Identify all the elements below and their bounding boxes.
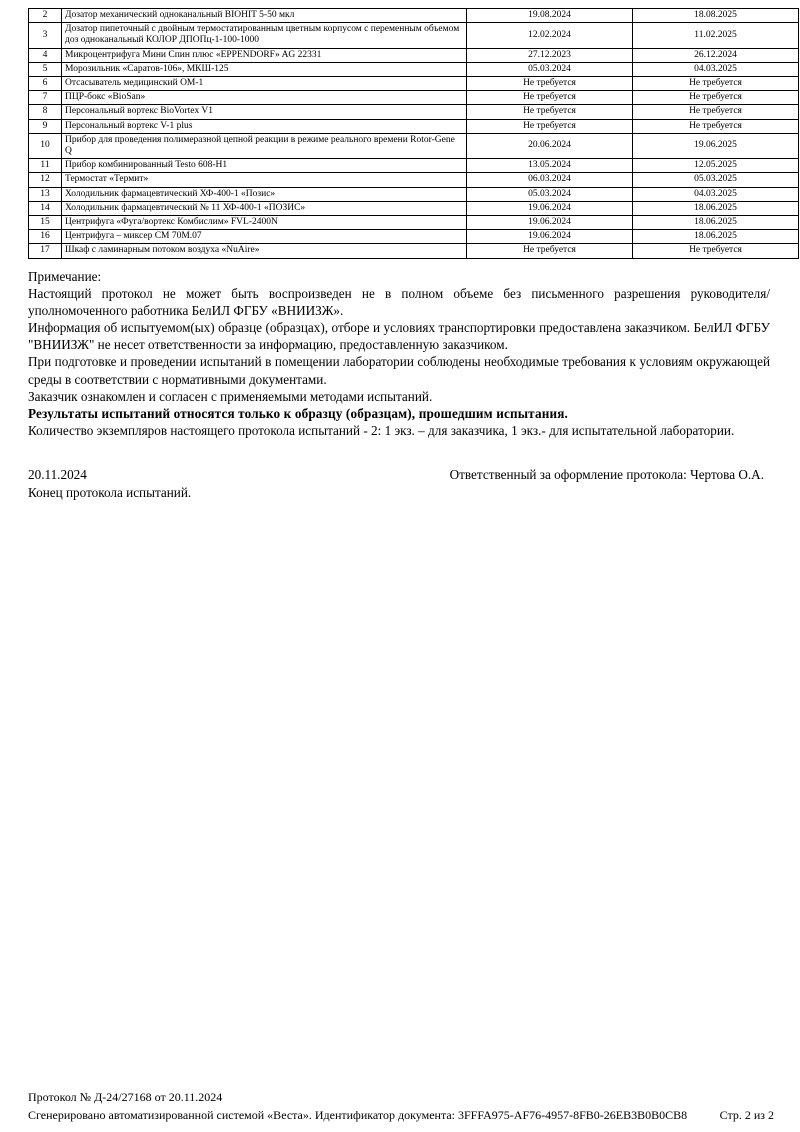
row-number: 17 — [29, 244, 62, 258]
row-date-verified: Не требуется — [467, 119, 633, 133]
row-date-valid: 18.06.2025 — [633, 230, 799, 244]
note-results-scope: Результаты испытаний относятся только к образцу (образцам), прошедшим испытания. — [28, 405, 568, 421]
table-row — [29, 216, 799, 230]
row-date-verified: Не требуется — [467, 244, 633, 258]
row-number: 7 — [29, 91, 62, 105]
row-number: 11 — [29, 159, 62, 173]
table-row — [29, 133, 799, 158]
row-date-valid: Не требуется — [633, 105, 799, 119]
row-number: 8 — [29, 105, 62, 119]
signature-date: 20.11.2024 — [28, 467, 87, 483]
row-date-valid: 11.02.2025 — [633, 23, 799, 48]
note-customer-agreement: Заказчик ознакомлен и согласен с применяемыми методами испытаний. — [28, 388, 433, 404]
notes-section — [28, 268, 770, 440]
row-date-verified: 13.05.2024 — [467, 159, 633, 173]
row-number: 16 — [29, 230, 62, 244]
row-date-valid: 05.03.2025 — [633, 173, 799, 187]
row-name: Прибор для проведения полимеразной цепной реакции в режиме реального времени Rotor-Gene Q — [62, 133, 467, 158]
row-date-verified: 05.03.2024 — [467, 62, 633, 76]
row-name: Прибор комбинированный Testo 608-H1 — [62, 159, 467, 173]
table-row — [29, 119, 799, 133]
page-footer — [28, 1089, 774, 1124]
row-name: Термостат «Термит» — [62, 173, 467, 187]
table-row — [29, 244, 799, 258]
row-date-verified: 19.06.2024 — [467, 201, 633, 215]
row-date-valid: 18.08.2025 — [633, 9, 799, 23]
footer-page-number: Стр. 2 из 2 — [719, 1107, 774, 1122]
row-date-verified: 05.03.2024 — [467, 187, 633, 201]
row-name: Дозатор пипеточный с двойным термостатированным цветным корпусом с переменным объемом доз одноканальный КОЛОР ДПОПц-1-100-1000 — [62, 23, 467, 48]
signature-row — [28, 467, 770, 483]
note-conditions: При подготовке и проведении испытаний в помещении лаборатории соблюдены необходимые требования к условиям окружающей среды в соответствии с нормативными документами. — [28, 354, 770, 387]
table-row — [29, 159, 799, 173]
equipment-table — [28, 8, 799, 259]
note-sample-info: Информация об испытуемом(ых) образце (образцах), отборе и условиях транспортировки предоставлена заказчиком. БелИЛ ФГБУ "ВНИИЗЖ" не несет ответственности за информацию, предоставленную заказчиком. — [28, 320, 770, 353]
table-row — [29, 187, 799, 201]
row-name: ПЦР-бокс «BioSan» — [62, 91, 467, 105]
row-number: 9 — [29, 119, 62, 133]
table-row — [29, 230, 799, 244]
row-number: 4 — [29, 48, 62, 62]
row-date-verified: Не требуется — [467, 77, 633, 91]
table-row — [29, 173, 799, 187]
row-date-verified: 19.06.2024 — [467, 230, 633, 244]
row-date-valid: 18.06.2025 — [633, 201, 799, 215]
table-row — [29, 9, 799, 23]
row-date-verified: 06.03.2024 — [467, 173, 633, 187]
row-date-valid: 04.03.2025 — [633, 187, 799, 201]
row-number: 3 — [29, 23, 62, 48]
row-name: Центрифуга – миксер СМ 70М.07 — [62, 230, 467, 244]
footer-generated-row — [28, 1107, 774, 1124]
equipment-table-body — [29, 9, 799, 259]
row-date-valid: 04.03.2025 — [633, 62, 799, 76]
row-name: Центрифуга «Фуга/вортекс Комбислим» FVL-2400N — [62, 216, 467, 230]
row-number: 13 — [29, 187, 62, 201]
row-date-verified: 12.02.2024 — [467, 23, 633, 48]
row-name: Дозатор механический одноканальный BIOHIT 5-50 мкл — [62, 9, 467, 23]
table-row — [29, 91, 799, 105]
row-number: 14 — [29, 201, 62, 215]
table-row — [29, 62, 799, 76]
row-number: 5 — [29, 62, 62, 76]
row-name: Персональный вортекс BioVortex V1 — [62, 105, 467, 119]
note-copies: Количество экземпляров настоящего протокола испытаний - 2: 1 экз. – для заказчика, 1 экз.- для испытательной лаборатории. — [28, 423, 735, 439]
row-name: Холодильник фармацевтический ХФ-400-1 «Позис» — [62, 187, 467, 201]
row-number: 10 — [29, 133, 62, 158]
row-date-verified: Не требуется — [467, 91, 633, 105]
row-date-verified: 19.06.2024 — [467, 216, 633, 230]
footer-generated: Сгенерировано автоматизированной системой «Веста». Идентификатор документа: 3FFFA975-AF76-4957-8FB0-26EB3B0B0CB8 — [28, 1107, 688, 1122]
row-name: Шкаф с ламинарным потоком воздуха «NuAire» — [62, 244, 467, 258]
footer-protocol: Протокол № Д-24/27168 от 20.11.2024 — [28, 1090, 223, 1105]
row-number: 15 — [29, 216, 62, 230]
protocol-end-line: Конец протокола испытаний. — [28, 485, 192, 501]
row-date-verified: 27.12.2023 — [467, 48, 633, 62]
row-date-valid: 19.06.2025 — [633, 133, 799, 158]
row-date-valid: Не требуется — [633, 91, 799, 105]
row-number: 6 — [29, 77, 62, 91]
row-name: Морозильник «Саратов-106», МКШ-125 — [62, 62, 467, 76]
row-date-valid: Не требуется — [633, 77, 799, 91]
row-name: Микроцентрифуга Мини Спин плюс «EPPENDORF» AG 22331 — [62, 48, 467, 62]
row-date-valid: Не требуется — [633, 244, 799, 258]
row-date-verified: Не требуется — [467, 105, 633, 119]
signature-responsible: Ответственный за оформление протокола: Чертова О.А. — [449, 467, 764, 483]
row-date-valid: Не требуется — [633, 119, 799, 133]
table-row — [29, 48, 799, 62]
row-date-valid: 12.05.2025 — [633, 159, 799, 173]
row-number: 2 — [29, 9, 62, 23]
table-row — [29, 77, 799, 91]
note-reproduction: Настоящий протокол не может быть воспроизведен не в полном объеме без письменного разрешения руководителя/уполномоченного работника БелИЛ ФГБУ «ВНИИЗЖ». — [28, 285, 770, 318]
row-date-valid: 26.12.2024 — [633, 48, 799, 62]
row-date-verified: 19.08.2024 — [467, 9, 633, 23]
row-name: Отсасыватель медицинский ОМ-1 — [62, 77, 467, 91]
row-date-verified: 20.06.2024 — [467, 133, 633, 158]
table-row — [29, 105, 799, 119]
table-row — [29, 23, 799, 48]
row-name: Персональный вортекс V-1 plus — [62, 119, 467, 133]
notes-title: Примечание: — [28, 268, 102, 284]
row-date-valid: 18.06.2025 — [633, 216, 799, 230]
table-row — [29, 201, 799, 215]
row-number: 12 — [29, 173, 62, 187]
row-name: Холодильник фармацевтический № 11 ХФ-400-1 «ПОЗИС» — [62, 201, 467, 215]
